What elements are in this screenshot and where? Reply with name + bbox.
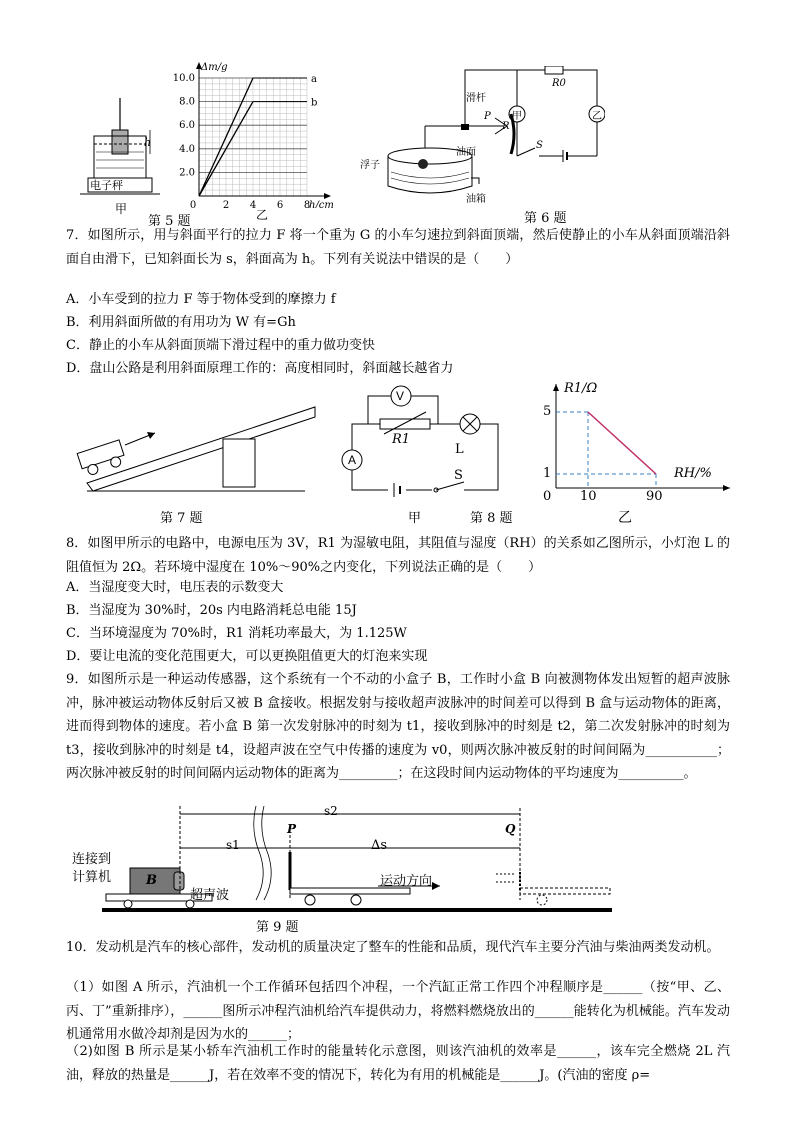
y-tick-label: 4.0 bbox=[179, 143, 195, 155]
fig8-yi-label: 乙 bbox=[618, 510, 632, 526]
fig8-v-label: V bbox=[396, 389, 405, 403]
fig5-scale-label: 电子秤 bbox=[90, 179, 123, 192]
fig8-l-label: L bbox=[455, 442, 464, 457]
fig8-a-label: A bbox=[348, 453, 357, 467]
y-tick-label: 10.0 bbox=[172, 73, 195, 84]
series-label-b: b bbox=[311, 97, 318, 109]
fig8-circuit bbox=[338, 382, 518, 502]
q10-part1: （1）如图 A 所示，汽油机一个工作循环包括四个冲程，一个汽缸正常工作四个冲程顺序是______（按“甲、乙、丙、丁”重新排序），______图所示冲程汽油机给汽车提供动力，将燃料燃烧放出的______能转化为机械能。汽车发动机通常用水做冷却剂是因为水的______； bbox=[66, 980, 730, 1042]
fig6-yi-label: 乙 bbox=[592, 111, 602, 122]
fig8-graph-origin: 0 bbox=[543, 489, 552, 504]
series-label-a: a bbox=[311, 74, 317, 85]
fig9-p-label: P bbox=[287, 822, 297, 836]
fig7-caption: 第 7 题 bbox=[160, 511, 203, 526]
y-tick-label: 6.0 bbox=[179, 120, 195, 132]
fig6-diagram bbox=[385, 66, 605, 206]
x-tick-label: 4 bbox=[249, 200, 257, 208]
fig8-graph-x90: 90 bbox=[646, 489, 663, 504]
fig6-jia-label: 甲 bbox=[512, 111, 522, 122]
fig6-oil-surface-label: 油面 bbox=[456, 147, 476, 158]
fig6-r0-label: R0 bbox=[552, 78, 566, 89]
x-tick-label: 2 bbox=[222, 200, 230, 208]
x-tick-label: 8 bbox=[303, 200, 311, 208]
fig9-s2-label: s2 bbox=[324, 804, 338, 818]
fig9-ultrasound-label: 超声波 bbox=[190, 887, 230, 902]
q8-option-c: C．当环境湿度为 70%时，R1 消耗功率最大，为 1.125W bbox=[66, 626, 407, 641]
fig8-jia-label: 甲 bbox=[408, 511, 422, 526]
y-axis-label: Δm/g bbox=[201, 62, 228, 73]
q8-option-a: A．当湿度变大时，电压表的示数变大 bbox=[66, 580, 284, 595]
fig8-graph-y5: 5 bbox=[543, 404, 552, 419]
fig8-graph bbox=[540, 380, 740, 500]
fig5-h-label: h bbox=[144, 136, 152, 149]
q10-stem: 10．发动机是汽车的核心部件，发动机的质量决定了整车的性能和品质，现代汽车主要分汽油与柴油两类发动机。 bbox=[66, 940, 720, 955]
fig6-s-label: S bbox=[536, 140, 543, 151]
fig9-caption: 第 9 题 bbox=[256, 920, 299, 935]
fig8-r1-label: R1 bbox=[392, 432, 411, 447]
q9-stem: 9．如图所示是一种运动传感器，这个系统有一个不动的小盒子 B，工作时小盒 B 向被测物体发出短暂的超声波脉冲，脉冲被运动物体反射后又被 B 盒接收。根据发射与接收超声波脉冲的时间差可以得到 B 盒与运动物体的距离，进而得到物体的速度。若小盒 B 第一次发射脉冲的时刻为 t1，接收到脉冲的时刻是 t2，第二次发射脉冲的时刻为 t3，接收到脉冲的时刻是 t4，设超声波在空气中传播的速度为 v0，则两次脉冲被反射的时间间隔为___________；两次脉冲被反射的时间间隔内运动物体的距离为_________；在这段时间内运动物体的平均速度为__________。 bbox=[66, 672, 730, 781]
fig8-graph-xlabel: RH/% bbox=[674, 466, 712, 481]
fig5-chart-label: 乙 bbox=[256, 208, 269, 222]
x-axis-arrow bbox=[324, 193, 331, 199]
fig6-p-label: P bbox=[484, 111, 491, 122]
fig9-connect-label-2: 计算机 bbox=[72, 869, 112, 884]
fig8-caption: 第 8 题 bbox=[470, 511, 513, 526]
q8-option-d: D．要让电流的变化范围更大，可以更换阻值更大的灯泡来实现 bbox=[66, 649, 428, 664]
q8-stem: 8．如图甲所示的电路中，电源电压为 3V，R1 为湿敏电阻，其阻值与湿度（RH）的关系如乙图所示，小灯泡 L 的阻值恒为 2Ω。若环境中湿度在 10%～90%之内变化，下列说法正确的是（ ） bbox=[66, 536, 730, 575]
fig8-s-label: S bbox=[454, 468, 463, 483]
fig9-s1-label: s1 bbox=[226, 838, 240, 852]
fig8-graph-y1: 1 bbox=[543, 466, 552, 481]
fig8-graph-ylabel: R1/Ω bbox=[564, 381, 598, 396]
fig6-caption: 第 6 题 bbox=[524, 211, 567, 226]
q7-option-c: C．静止的小车从斜面顶端下滑过程中的重力做功变快 bbox=[66, 338, 375, 353]
fig5-chart bbox=[165, 58, 355, 208]
fig9-connect-label-1: 连接到 bbox=[72, 851, 112, 866]
fig6-r-label: R bbox=[502, 121, 510, 132]
fig9-diagram bbox=[100, 800, 620, 916]
fig9-box-label: B bbox=[146, 873, 157, 888]
fig8-graph-x10: 10 bbox=[580, 489, 597, 504]
q7-option-d: D．盘山公路是利用斜面原理工作的：高度相同时，斜面越长越省力 bbox=[66, 361, 454, 376]
fig6-tank-label: 油箱 bbox=[466, 194, 486, 205]
y-tick-label: 2.0 bbox=[179, 167, 195, 179]
q10-part2: （2)如图 B 所示是某小轿车汽油机工作时的能量转化示意图，则该汽油机的效率是______，该车完全燃烧 2L 汽油，释放的热量是______J，若在效率不变的情况下，转化为有用的机械能是______J。(汽油的密度 ρ= bbox=[66, 1044, 730, 1083]
fig5-left-label: 甲 bbox=[115, 202, 128, 216]
origin-label: 0 bbox=[189, 200, 197, 208]
fig5-caption: 第 5 题 bbox=[148, 214, 191, 229]
y-tick-label: 8.0 bbox=[179, 96, 195, 108]
q8-option-b: B．当湿度为 30%时，20s 内电路消耗总电能 15J bbox=[66, 603, 357, 618]
fig9-delta-s-label: Δs bbox=[371, 838, 388, 853]
fig7-incline bbox=[75, 395, 325, 500]
fig6-slider-label: 滑杆 bbox=[466, 93, 486, 104]
fig6-float-label: 浮子 bbox=[360, 160, 380, 171]
fig9-q-label: Q bbox=[505, 822, 516, 836]
fig5-apparatus bbox=[80, 96, 160, 214]
x-axis-label: h/cm bbox=[309, 200, 334, 208]
fig9-direction-label: 运动方向 bbox=[380, 873, 433, 888]
q7-stem: 7．如图所示，用与斜面平行的拉力 F 将一个重为 G 的小车匀速拉到斜面顶端，然后使静止的小车从斜面顶端沿斜面自由滑下，已知斜面长为 s，斜面高为 h。下列有关说法中错误的是（ ） bbox=[66, 228, 730, 267]
q7-option-b: B．利用斜面所做的有用功为 W 有=Gh bbox=[66, 315, 296, 330]
q7-option-a: A．小车受到的拉力 F 等于物体受到的摩擦力 f bbox=[66, 292, 336, 307]
x-tick-label: 6 bbox=[276, 200, 284, 208]
